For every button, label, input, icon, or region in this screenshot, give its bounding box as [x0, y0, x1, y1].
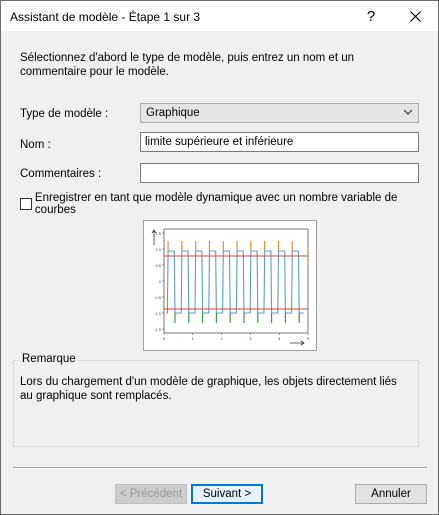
comments-input[interactable]	[140, 163, 419, 183]
dynamic-template-checkbox[interactable]	[20, 198, 32, 210]
comments-label: Commentaires :	[20, 168, 102, 180]
y-tick-label: -1.0	[154, 311, 161, 316]
x-axis-arrow	[290, 341, 304, 345]
signal-series	[166, 251, 304, 313]
help-button[interactable]	[349, 1, 393, 31]
y-tick-label: 0	[158, 279, 161, 284]
y-tick-label: -1.5	[154, 327, 161, 332]
close-icon	[410, 11, 421, 22]
dynamic-template-label: Enregistrer en tant que modèle dynamique avec un nombre variable de courbes	[34, 192, 398, 216]
remark-text: Lors du chargement d'un modèle de graphique, les objets directement liés au graphique sont remplacés.	[20, 376, 397, 402]
x-tick-label: 4	[278, 336, 281, 341]
name-input[interactable]	[140, 132, 419, 152]
y-tick-label: 0.5	[155, 263, 161, 268]
y-axis-arrow	[152, 230, 156, 245]
next-button[interactable]: Suivant >	[191, 484, 263, 504]
x-tick-label: 3	[249, 336, 252, 341]
instruction-text: Sélectionnez d'abord le type de modèle, puis entrez un nom et un commentaire pour le modèle.	[20, 52, 354, 78]
x-tick-label: 1	[191, 336, 194, 341]
y-tick-label: 1.0	[155, 247, 161, 252]
plot-frame	[164, 229, 308, 333]
y-tick-label: 1.5	[155, 231, 161, 236]
remark-title: Remarque	[22, 353, 76, 365]
template-type-select[interactable]	[140, 103, 419, 123]
template-type-value: Graphique	[146, 107, 200, 119]
separator	[13, 467, 427, 469]
title-bar	[1, 1, 438, 31]
x-tick-label: 5	[306, 336, 310, 341]
previous-button[interactable]: < Précédent	[115, 484, 187, 504]
x-tick-label: 2	[220, 336, 223, 341]
template-preview	[143, 220, 317, 351]
dynamic-template-option[interactable]	[20, 192, 438, 216]
help-icon: ?	[366, 7, 376, 25]
preview-chart	[144, 221, 316, 350]
cancel-button[interactable]: Annuler	[355, 484, 427, 504]
name-label: Nom :	[20, 139, 51, 151]
template-type-label: Type de modèle :	[20, 108, 109, 120]
remark-group	[13, 353, 419, 447]
x-tick-label: 0	[162, 336, 166, 341]
y-tick-label: -0.5	[154, 295, 161, 300]
window-title: Assistant de modèle - Étape 1 sur 3	[10, 10, 201, 24]
chevron-down-icon	[403, 109, 413, 116]
close-button[interactable]	[393, 1, 437, 31]
